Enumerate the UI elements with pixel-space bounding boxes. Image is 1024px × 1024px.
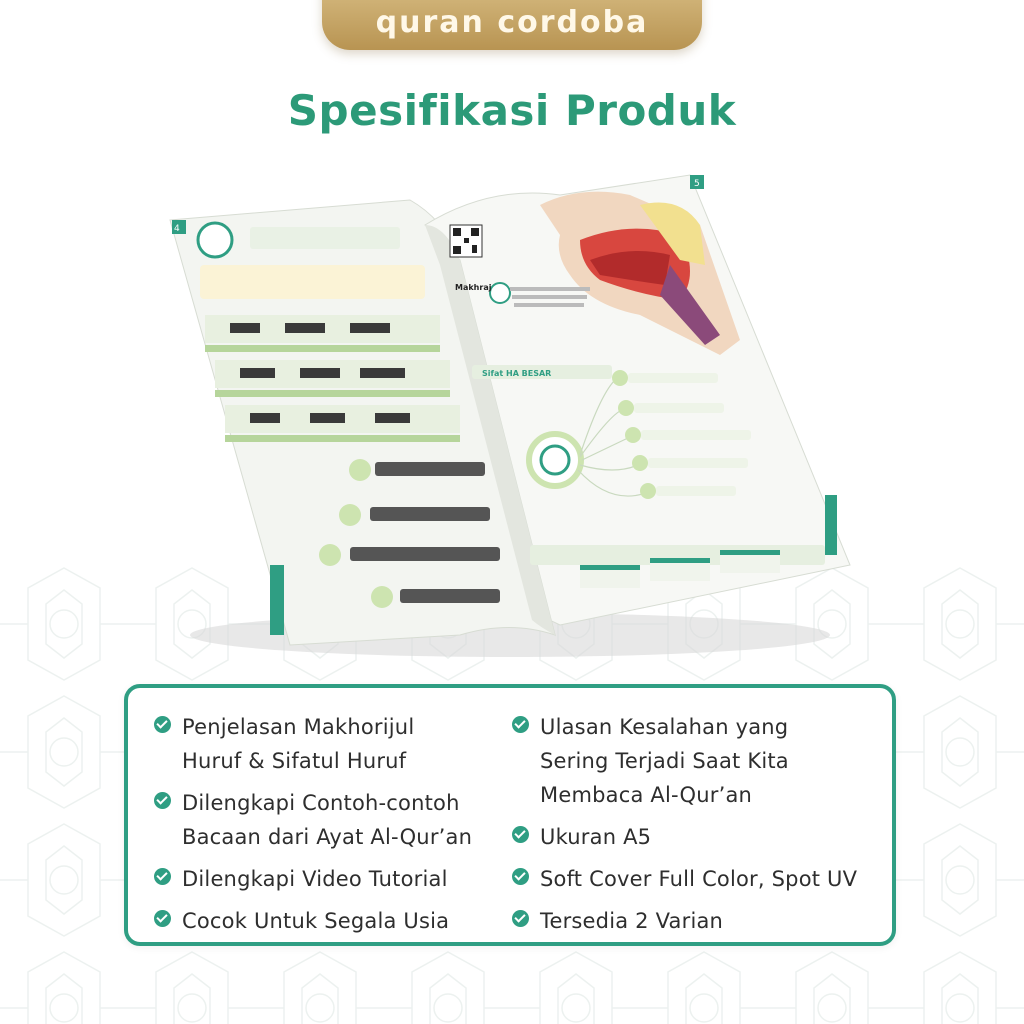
check-icon — [512, 910, 529, 927]
left-page-number: 4 — [174, 224, 180, 234]
spec-item — [512, 904, 892, 938]
check-icon — [512, 826, 529, 843]
spec-item-text: Ukuran A5 — [540, 825, 652, 849]
spec-item-text: Penjelasan Makhorijul Huruf & Sifatul Huruf — [182, 715, 415, 773]
spec-item — [154, 904, 514, 938]
spec-column-left — [154, 710, 514, 946]
spec-item-text: Dilengkapi Contoh-contoh Bacaan dari Ayat Al-Qur’an — [182, 791, 473, 849]
check-icon — [154, 910, 171, 927]
spec-item — [512, 710, 892, 812]
check-icon — [154, 868, 171, 885]
spec-item — [154, 786, 514, 854]
spec-item-text: Soft Cover Full Color, Spot UV — [540, 867, 858, 891]
sifat-label: Sifat HA BESAR — [482, 369, 552, 378]
page-title: Spesifikasi Produk — [287, 86, 737, 135]
brand-tab — [322, 0, 702, 50]
spec-item — [512, 820, 892, 854]
spec-item-text: Cocok Untuk Segala Usia — [182, 909, 450, 933]
spec-item-text: Ulasan Kesalahan yang Sering Terjadi Saat Kita Membaca Al-Qur’an — [540, 715, 789, 807]
spec-item — [154, 862, 514, 896]
right-page-number: 5 — [694, 179, 700, 189]
spec-item — [154, 710, 514, 778]
check-icon — [154, 792, 171, 809]
check-icon — [512, 868, 529, 885]
book-illustration — [160, 165, 860, 665]
spec-column-right — [512, 710, 892, 946]
spec-item-text: Tersedia 2 Varian — [540, 909, 724, 933]
spec-item — [512, 862, 892, 896]
makhraj-label: Makhraj — [455, 283, 492, 292]
check-icon — [154, 716, 171, 733]
brand-logo-text: quran cordoba — [375, 5, 649, 40]
check-icon — [512, 716, 529, 733]
spec-box — [124, 684, 896, 946]
spec-item-text: Dilengkapi Video Tutorial — [182, 867, 448, 891]
